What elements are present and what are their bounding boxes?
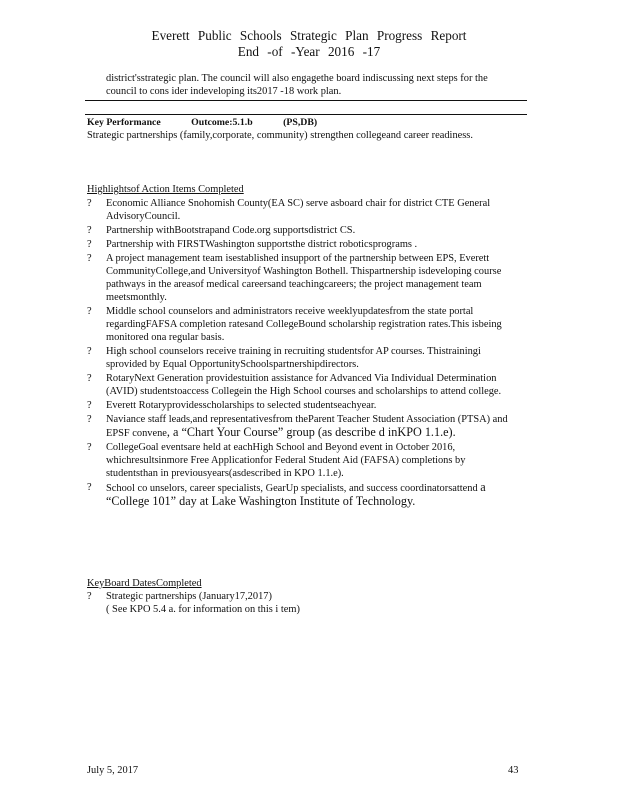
item-text: High school counselors receive training in recruiting studentsfor AP courses. Thistrainingi sprovided by Equal OpportunitySchoolspartnershipdirectors. xyxy=(106,346,481,370)
intro-text: district'sstrategic plan. The council will also engagethe board indiscussing next steps for the council to cons ider indeveloping its2017 -18 work plan. xyxy=(106,73,488,97)
divider-outcome xyxy=(85,114,527,115)
list-item xyxy=(87,590,519,616)
outcome-heading xyxy=(87,116,527,129)
bullet-glyph: ? xyxy=(87,198,92,209)
key-board-dates-heading: KeyBoard DatesCompleted xyxy=(87,578,202,589)
item-text: Economic Alliance Snohomish County(EA SC) serve asboard chair for district CTE General AdvisoryCouncil. xyxy=(106,198,491,222)
item-text: Naviance staff leads,and representativesfrom theParent Teacher Student Association (PTSA) and EPSF convene xyxy=(106,414,508,439)
list-item xyxy=(87,305,519,344)
bullet-glyph: ? xyxy=(87,346,92,357)
key-performance-label: Key Performance xyxy=(87,117,161,128)
bullet-glyph: ? xyxy=(87,400,92,411)
outcome-text: Strategic partnerships (family,corporate, community) strengthen collegeand career readiness. xyxy=(87,130,473,141)
intro-paragraph xyxy=(106,72,516,98)
item-text: Everett Rotaryprovidesscholarships to selected studentseachyear. xyxy=(106,400,377,411)
bullet-glyph: ? xyxy=(87,414,92,425)
divider-top xyxy=(85,100,527,101)
bullet-glyph: ? xyxy=(87,225,92,236)
item-text-large: a “College 101” day at Lake Washington Institute of Technology. xyxy=(106,480,486,508)
outcome-number: Outcome:5.1.b xyxy=(191,117,253,128)
bullet-glyph: ? xyxy=(87,591,92,602)
key-board-dates-list xyxy=(87,590,519,617)
report-subtitle: End -of -Year 2016 -17 xyxy=(237,44,381,59)
outcome-block xyxy=(87,116,527,142)
list-item xyxy=(87,224,519,237)
bullet-glyph: ? xyxy=(87,482,92,493)
bullet-glyph: ? xyxy=(87,442,92,453)
list-item xyxy=(87,252,519,304)
highlights-heading: Highlightsof Action Items Completed xyxy=(87,184,244,195)
list-item xyxy=(87,413,519,440)
bullet-glyph: ? xyxy=(87,306,92,317)
item-text-large: , a “Chart Your Course” group (as describe d inKPO 1.1.e). xyxy=(166,425,456,439)
footer-date: July 5, 2017 xyxy=(87,765,139,776)
item-text: CollegeGoal eventsare held at eachHigh School and Beyond event in October 2016, whichresultsinmore Free Applicationfor Federal Student Aid (FAFSA) completions by studentsthan in previousyears(asdescribed in KPO 1.1.e). xyxy=(106,442,466,479)
item-text: A project management team isestablished insupport of the partnership between EPS, Everett CommunityCollege,and Universityof Washington Bothell. Thispartnership isdeveloping course pathways in the areasof medical careersand teachingcareers; the project management team meetsmonthly. xyxy=(106,253,502,303)
list-item xyxy=(87,197,519,223)
list-item xyxy=(87,345,519,371)
page-number: 43 xyxy=(508,765,519,776)
item-text: School co unselors, career specialists, GearUp specialists, and success coordinatorsattend xyxy=(106,483,478,494)
list-item xyxy=(87,238,519,251)
list-item xyxy=(87,372,519,398)
item-text: Strategic partnerships (January17,2017) xyxy=(106,591,272,602)
item-text: RotaryNext Generation providestuition assistance for Advanced Via Individual Determination (AVID) studentstoaccess Collegein the High School courses and scholarships to attend college. xyxy=(106,373,502,397)
report-title: Everett Public Schools Strategic Plan Progress Report xyxy=(151,28,467,43)
highlights-list xyxy=(87,197,519,510)
outcome-owner: (PS,DB) xyxy=(283,117,318,128)
bullet-glyph: ? xyxy=(87,373,92,384)
item-text: Partnership with FIRSTWashington supportsthe district roboticsprograms . xyxy=(106,239,418,250)
item-text: Middle school counselors and administrators receive weeklyupdatesfrom the state portal regardingFAFSA completion ratesand CollegeBound scholarship registration rates.This isbeing monitored ona regular basis. xyxy=(106,306,502,343)
bullet-glyph: ? xyxy=(87,239,92,250)
list-item xyxy=(87,441,519,480)
item-text: Partnership withBootstrapand Code.org supportsdistrict CS. xyxy=(106,225,356,236)
bullet-glyph: ? xyxy=(87,253,92,264)
list-item xyxy=(87,481,519,509)
list-item xyxy=(87,399,519,412)
item-note: ( See KPO 5.4 a. for information on this i tem) xyxy=(106,604,300,615)
